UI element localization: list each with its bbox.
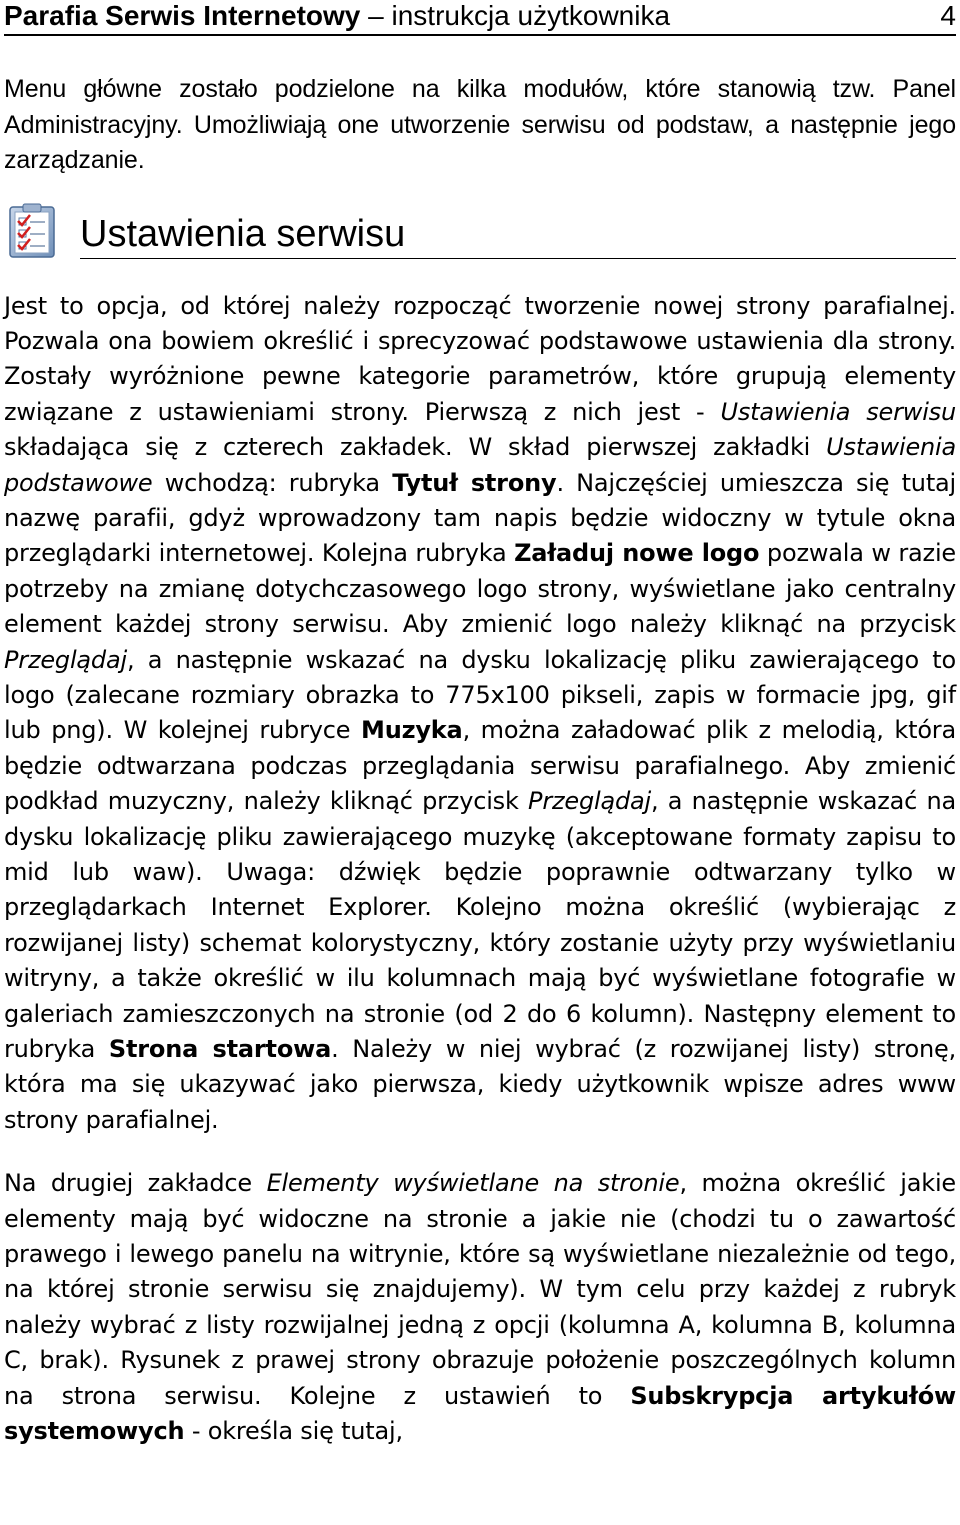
- text-run: , można załadować plik z melodią, która będzie odtwarzana podczas przeglądania serwisu parafialnego. Aby zmienić podkład muzyczny, należy kliknąć przycisk: [4, 716, 956, 816]
- italic-term: Ustawienia serwisu: [720, 397, 956, 426]
- text-run: pozwala w razie potrzeby na zmianę dotychczasowego logo strony, wyświetlane jako centralny element każdej strony serwisu. Aby zmienić logo należy kliknąć na przycisk: [4, 539, 956, 639]
- text-run: - określa się tutaj,: [184, 1417, 403, 1446]
- header-title-rest: – instrukcja użytkownika: [360, 0, 671, 31]
- bold-term: Subskrypcja artykułów systemowych: [4, 1381, 956, 1446]
- section-heading: [4, 199, 956, 259]
- page-header: [4, 0, 956, 36]
- text-run: , a następnie wskazać na dysku lokalizację pliku zawierającego to logo (zalecane rozmiary obrazka to 775x100 pikseli, zapis w formacie jpg, gif lub png). W kolejnej rubryce: [4, 645, 956, 745]
- italic-term: Przeglądaj: [528, 787, 651, 816]
- intro-paragraph: Menu główne zostało podzielone na kilka modułów, które stanowią tzw. Panel Administracyjny. Umożliwiają one utworzenie serwisu od podstaw, a następnie jego zarządzanie.: [4, 75, 956, 174]
- italic-term: Elementy wyświetlane na stronie: [266, 1169, 680, 1198]
- text-run: Na drugiej zakładce: [4, 1169, 267, 1198]
- text-run: składająca się z czterech zakładek. W skład pierwszej zakładki: [4, 433, 827, 462]
- italic-term: Przeglądaj: [4, 645, 127, 674]
- section-title-wrap: [80, 214, 956, 259]
- bold-term: Załaduj nowe logo: [514, 539, 760, 568]
- checklist-icon: [8, 203, 58, 259]
- bold-term: Strona startowa: [108, 1035, 332, 1064]
- page-number: 4: [940, 0, 956, 31]
- bold-term: Muzyka: [361, 716, 463, 745]
- section-title: Ustawienia serwisu: [80, 212, 406, 255]
- bold-term: Tytuł strony: [392, 468, 557, 497]
- body-paragraph-1: [4, 289, 956, 1139]
- header-title-bold: Parafia Serwis Internetowy: [4, 0, 361, 31]
- text-run: . Najczęściej umieszcza się tutaj nazwę parafii, gdyż wprowadzony tam napis będzie widoczny w tytule okna przeglądarki internetowej. Kolejna rubryka: [4, 468, 957, 568]
- text-run: , a następnie wskazać na dysku lokalizację pliku zawierającego muzykę (akceptowane formaty zapisu to mid lub waw). Uwaga: dźwięk będzie poprawnie odtwarzany tylko w przeglądarkach Internet Explorer. Kolejno można określić (wybierając z rozwijanej listy) schemat kolorystyczny, który zostanie użyty przy wyświetlaniu witryny, a także określić w ilu kolumnach mają być wyświetlane fotografie w galeriach zamieszczonych na stronie (od 2 do 6 kolumn). Następny element to rubryka: [4, 787, 956, 1064]
- text-run: . Należy w niej wybrać (z rozwijanej listy) stronę, która ma się ukazywać jako pierwsza, kiedy użytkownik wpisze adres www strony parafialnej.: [4, 1035, 956, 1134]
- body-paragraph-2: [4, 1166, 956, 1449]
- text-run: Jest to opcja, od której należy rozpocząć tworzenie nowej strony parafialnej. Pozwala ona bowiem określić i sprecyzować podstawowe ustawienia dla strony. Zostały wyróżnione pewne kategorie parametrów, które grupują elementy związane z ustawieniami strony. Pierwszą z nich jest -: [4, 291, 956, 426]
- italic-term: Ustawienia podstawowe: [4, 433, 956, 497]
- text-run: , można określić jakie elementy mają być widoczne na stronie a jakie nie (chodzi tu o zawartość prawego i lewego panelu na witrynie, które są wyświetlane niezależnie od tego, na której stronie serwisu się znajdujemy). W tym celu przy każdej z rubryk należy wybrać z listy rozwijalnej jedną z opcji (kolumna A, kolumna B, kolumna C, brak). Rysunek z prawej strony obrazuje położenie poszczególnych kolumn na strona serwisu. Kolejne z ustawień to: [4, 1169, 956, 1410]
- text-run: wchodzą: rubryka: [152, 468, 393, 497]
- header-title: [4, 0, 670, 32]
